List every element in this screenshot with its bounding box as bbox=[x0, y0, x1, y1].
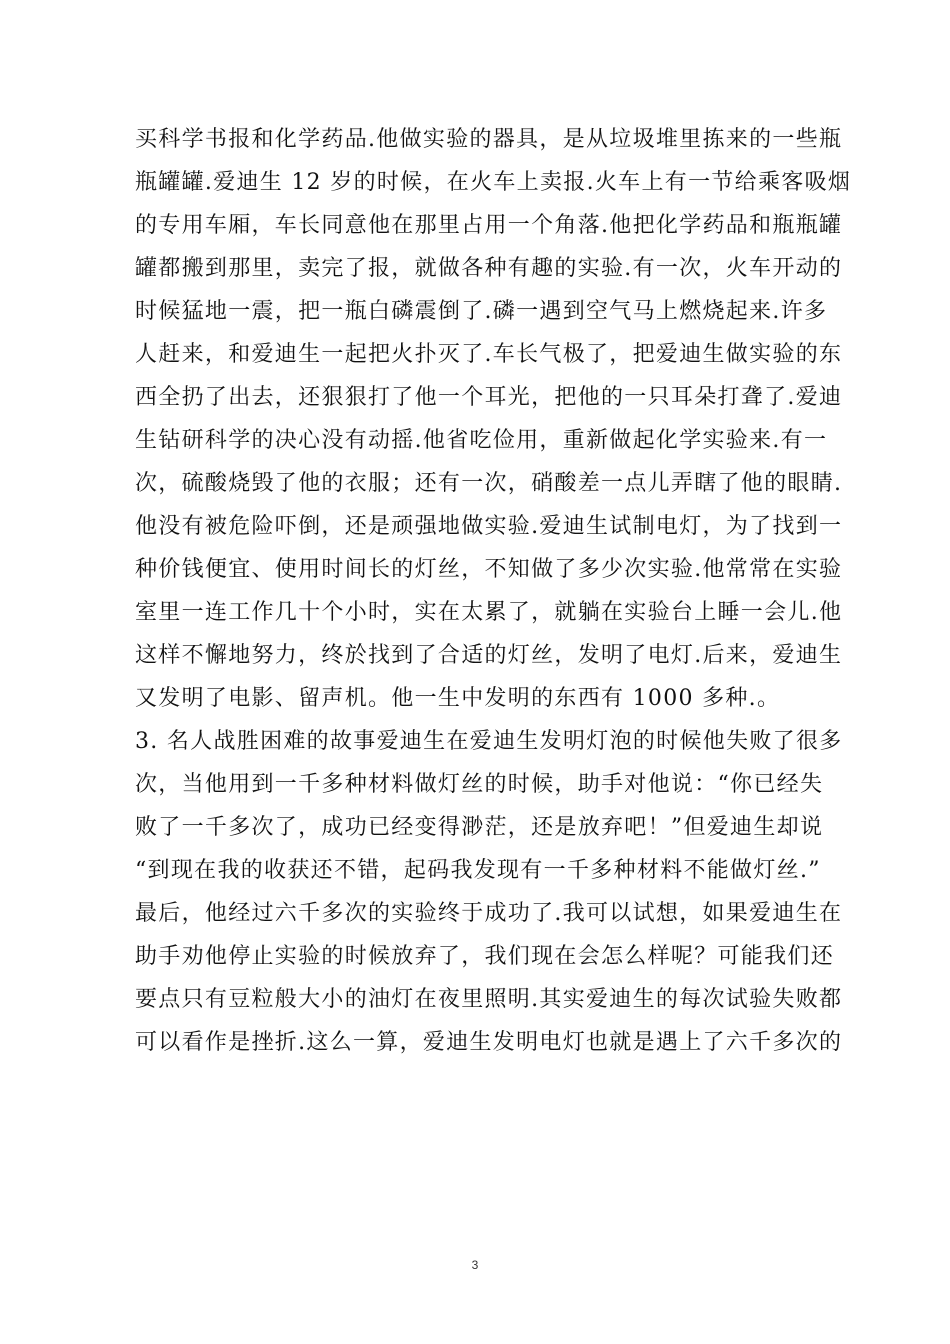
text-line: 他没有被危险吓倒，还是顽强地做实验.爱迪生试制电灯，为了找到一 bbox=[135, 514, 843, 539]
page-number: 3 bbox=[471, 1258, 479, 1272]
text-line: 助手劝他停止实验的时候放弃了，我们现在会怎么样呢？可能我们还 bbox=[135, 944, 835, 969]
text-line: 买科学书报和化学药品.他做实验的器具，是从垃圾堆里拣来的一些瓶 bbox=[135, 127, 843, 152]
text-line: 最后，他经过六千多次的实验终于成功了.我可以试想，如果爱迪生在 bbox=[135, 901, 843, 926]
text-line: 罐都搬到那里，卖完了报，就做各种有趣的实验.有一次，火车开动的 bbox=[135, 256, 843, 281]
text-line: 的专用车厢，车长同意他在那里占用一个角落.他把化学药品和瓶瓶罐 bbox=[135, 213, 843, 238]
text-line: 又发明了电影、留声机。他一生中发明的东西有 1000 多种.。 bbox=[135, 686, 781, 711]
text-line: 时候猛地一震，把一瓶白磷震倒了.磷一遇到空气马上燃烧起来.许多 bbox=[135, 299, 828, 324]
text-line: 次，硫酸烧毁了他的衣服；还有一次，硝酸差一点儿弄瞎了他的眼睛. bbox=[135, 471, 843, 496]
text-line: 西全扔了出去，还狠狠打了他一个耳光，把他的一只耳朵打聋了.爱迪 bbox=[135, 385, 843, 410]
text-line: 种价钱便宜、使用时间长的灯丝，不知做了多少次实验.他常常在实验 bbox=[135, 557, 843, 582]
text-line: 人赶来，和爱迪生一起把火扑灭了.车长气极了，把爱迪生做实验的东 bbox=[135, 342, 843, 367]
text-line: 次，当他用到一千多种材料做灯丝的时候，助手对他说：“你已经失 bbox=[135, 772, 824, 797]
text-line: 要点只有豆粒般大小的油灯在夜里照明.其实爱迪生的每次试验失败都 bbox=[135, 987, 843, 1012]
text-line: 生钻研科学的决心没有动摇.他省吃俭用，重新做起化学实验来.有一 bbox=[135, 428, 828, 453]
text-line: 3. 名人战胜困难的故事爱迪生在爱迪生发明灯泡的时候他失败了很多 bbox=[135, 729, 843, 754]
text-line: 瓶罐罐.爱迪生 12 岁的时候，在火车上卖报.火车上有一节给乘客吸烟 bbox=[135, 170, 852, 195]
text-line: “到现在我的收获还不错，起码我发现有一千多种材料不能做灯丝.” bbox=[135, 858, 821, 883]
body-text bbox=[135, 118, 852, 1064]
text-line: 室里一连工作几十个小时，实在太累了，就躺在实验台上睡一会儿.他 bbox=[135, 600, 843, 625]
text-line: 这样不懈地努力，终於找到了合适的灯丝，发明了电灯.后来，爱迪生 bbox=[135, 643, 843, 668]
text-line: 可以看作是挫折.这么一算，爱迪生发明电灯也就是遇上了六千多次的 bbox=[135, 1030, 843, 1055]
text-line: 败了一千多次了，成功已经变得渺茫，还是放弃吧！”但爱迪生却说 bbox=[135, 815, 824, 840]
